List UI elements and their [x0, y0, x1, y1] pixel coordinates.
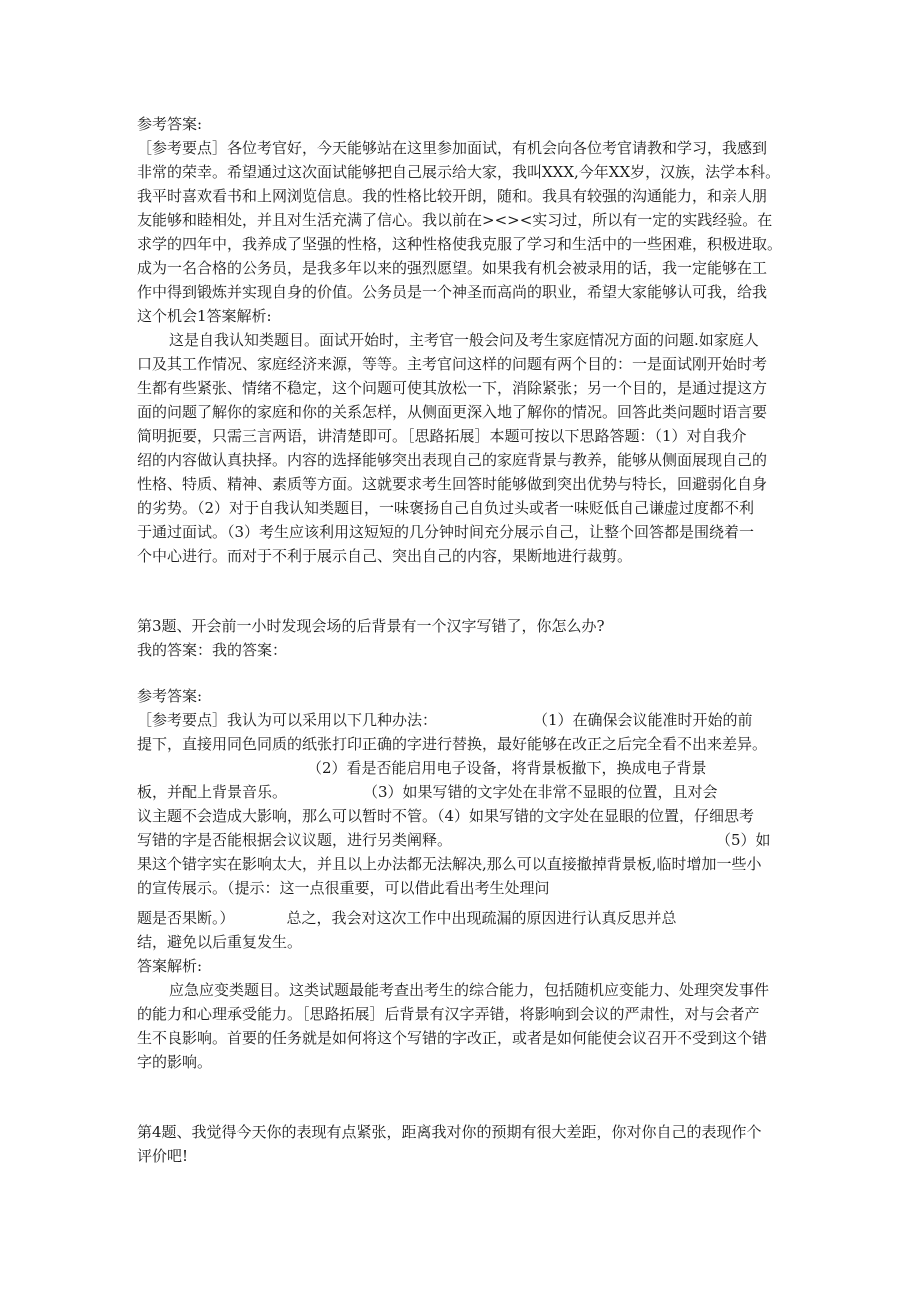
question-4-title: 第4题、我觉得今天你的表现有点紧张，距离我对你的预期有很大差距，你对你自己的表现作个 [137, 1123, 762, 1141]
reference-answer-line: （2）看是否能启用电子设备，将背景板撤下，换成电子背景 [307, 759, 707, 777]
reference-answer-line [137, 828, 787, 852]
analysis-line: 面的问题了解你的家庭和你的关系怎样，从侧面更深入地了解你的情况。回答此类问题时语言要 [137, 403, 768, 421]
analysis-line: 应急应变类题目。这类试题最能考查出考生的综合能力，包括随机应变能力、处理突发事件 [169, 981, 770, 999]
analysis-line: 性格、特质、精神、素质等方面。这就要求考生回答时能够做到突出优势与特长，回避弱化自身 [137, 475, 768, 493]
reference-answer-body [137, 136, 787, 328]
analysis-line: 的能力和心理承受能力。［思路拓展］后背景有汉字弄错，将影响到会议的严肃性，对与会者产 [137, 1005, 760, 1023]
summary-text: 总之，我会对这次工作中出现疏漏的原因进行认真反思并总 [286, 909, 677, 927]
hint-tail: 题是否果断。） [137, 909, 235, 927]
analysis-line: 于通过面试。（3）考生应该利用这短短的几分钟时间充分展示自己，让整个回答都是围绕着一 [137, 523, 755, 541]
question-4-title-cont: 评价吧! [137, 1147, 189, 1165]
reference-answer-line [137, 780, 787, 804]
reference-answer-heading: 参考答案: [137, 687, 203, 705]
reference-answer-line [137, 708, 787, 732]
analysis-line: 生都有些紧张、情绪不稳定，这个问题可使其放松一下，消除紧张；另一个目的，是通过提这方 [137, 379, 768, 397]
reference-answer-line: 议主题不会造成大影响，那么可以暂时不管。（4）如果写错的文字处在显眼的位置，仔细思考 [137, 807, 755, 825]
reference-answer-heading: 参考答案: [137, 115, 203, 133]
analysis-line: 字的影响。 [137, 1053, 213, 1071]
analysis-line: 个中心进行。而对于不利于展示自己、突出自己的内容，果断地进行裁剪。 [137, 547, 633, 565]
analysis-line: 绍的内容做认真抉择。内容的选择能够突出表现自己的家庭背景与教养，能够从侧面展现自己的 [137, 451, 768, 469]
reference-answer-line: 这个机会1答案解析: [137, 307, 272, 325]
analysis-line: 生不良影响。首要的任务就是如何将这个写错的字改正，或者是如何能使会议召开不受到这个错 [137, 1029, 768, 1047]
question-3-title: 第3题、开会前一小时发现会场的后背景有一个汉字写错了，你怎么办? [137, 617, 605, 635]
answer-analysis-body [137, 328, 787, 568]
reference-answer-line: 作中得到锻炼并实现自身的价值。公务员是一个神圣而高尚的职业，希望大家能够认可我，给我 [137, 283, 768, 301]
reference-answer-line: 的宣传展示。（提示：这一点很重要，可以借此看出考生处理问 [137, 879, 550, 897]
reference-answer-line: 友能够和睦相处，并且对生活充满了信心。我以前在><><实习过，所以有一定的实践经验。在 [137, 211, 773, 229]
reference-answer-line: 成为一名合格的公务员，是我多年以来的强烈愿望。如果我有机会被录用的话，我一定能够在工 [137, 259, 768, 277]
reference-answer-line [137, 906, 787, 930]
reference-answer-line: 我平时喜欢看书和上网浏览信息。我的性格比较开朗，随和。我具有较强的沟通能力，和亲人朋 [137, 187, 768, 205]
analysis-line: 的劣势。（2）对于自我认知类题目，一味褒扬自己自负过头或者一味贬低自己谦虚过度都不利 [137, 499, 755, 517]
method-4-tail: 写错的字是否能根据会议议题，进行另类阐释。 [137, 831, 453, 849]
answer-analysis-heading: 答案解析: [137, 957, 203, 975]
method-5-start: （5）如 [716, 831, 771, 849]
method-2-tail: 板，并配上背景音乐。 [137, 783, 288, 801]
method-3-text: （3）如果写错的文字处在非常不显眼的位置，且对会 [363, 783, 718, 801]
document-page [137, 112, 787, 1168]
section-gap [137, 1074, 787, 1120]
section-gap [137, 662, 787, 684]
answer-analysis-body [137, 978, 787, 1074]
reference-answer-line: ［参考要点］各位考官好，今天能够站在这里参加面试，有机会向各位考官请教和学习，我感到 [137, 139, 768, 157]
method-1-text: （1）在确保会议能准时开始的前 [533, 711, 753, 729]
reference-answer-line: 求学的四年中，我养成了坚强的性格，这种性格使我克服了学习和生活中的一些困难，积极进取。 [137, 235, 783, 253]
my-answer-label: 我的答案：我的答案： [137, 641, 288, 659]
reference-answer-line: 果这个错字实在影响太大，并且以上办法都无法解决,那么可以直接撤掉背景板,临时增加一些小 [137, 855, 762, 873]
analysis-line: 简明扼要，只需三言两语，讲清楚即可。［思路拓展］本题可按以下思路答题：（1）对自我介 [137, 427, 747, 445]
section-gap [137, 568, 787, 614]
reference-answer-line: 结，避免以后重复发生。 [137, 933, 303, 951]
reference-answer-line: 提下，直接用同色同质的纸张打印正确的字进行替换，最好能够在改正之后完全看不出来差异。 [137, 735, 768, 753]
analysis-line: 这是自我认知类题目。面试开始时，主考官一般会问及考生家庭情况方面的问题.如家庭人 [169, 331, 759, 349]
reference-answer-line: 非常的荣幸。希望通过这次面试能够把自己展示给大家，我叫XXX,今年XX岁，汉族，法学本科。 [137, 163, 781, 181]
analysis-line: 口及其工作情况、家庭经济来源，等等。主考官问这样的问题有两个目的：一是面试刚开始时考 [137, 355, 768, 373]
reference-point-intro: ［参考要点］我认为可以采用以下几种办法： [137, 711, 438, 729]
